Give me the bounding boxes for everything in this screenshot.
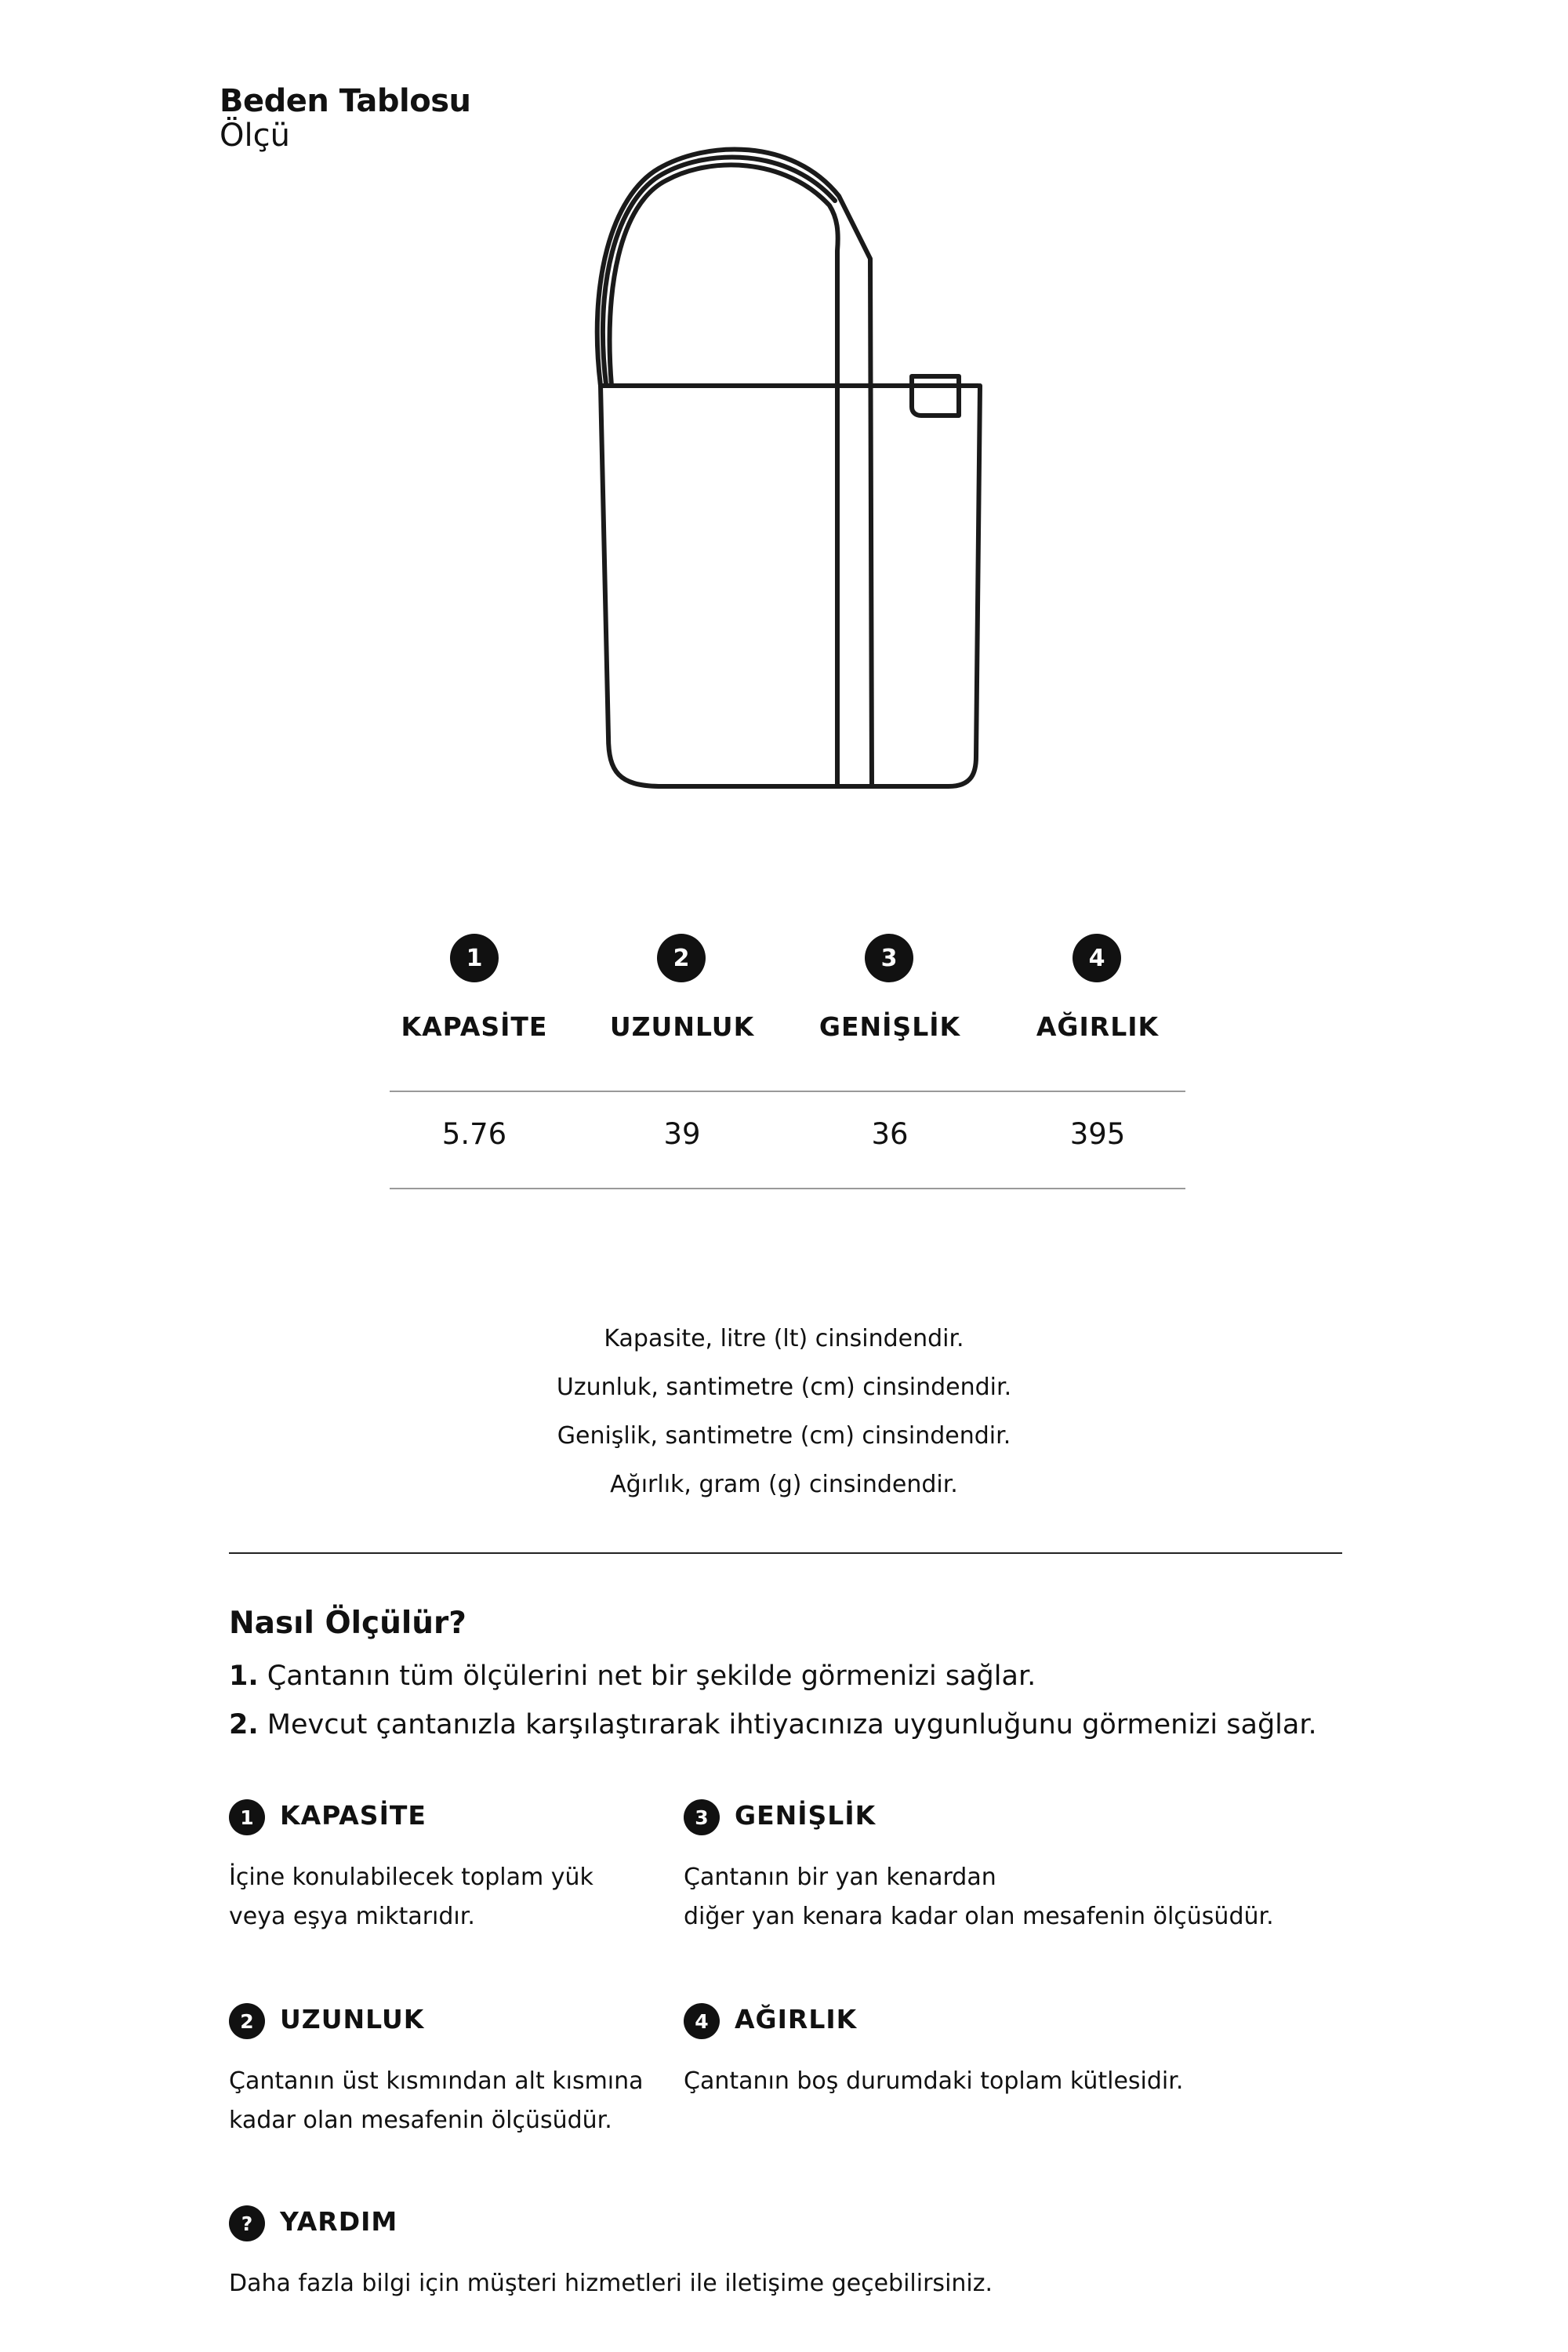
howto-step-1-num: 1. [229,1661,259,1692]
howto-step-2-text: Mevcut çantanızla karşılaştırarak ihtiyacınıza uygunluğunu görmenizi sağlar. [258,1709,1317,1740]
agirlik-section-line1: Çantanın boş durumdaki toplam kütlesidir. [684,2067,1184,2095]
agirlik-number-badge: 4 [1073,934,1121,982]
kapasite-header: KAPASİTE [401,1011,548,1042]
tote-bag-icon [0,0,1568,862]
uzunluk-section-title: UZUNLUK [280,2004,425,2034]
genislik-number-badge: 3 [865,934,913,982]
uzunluk-value: 39 [663,1117,701,1151]
howto-title: Nasıl Ölçülür? [229,1606,466,1641]
uzunluk-section-badge: 2 [229,2003,265,2039]
note-agirlik: Ağırlık, gram (g) cinsindendir. [610,1471,958,1498]
genislik-header: GENİŞLİK [818,1011,961,1042]
page-subtitle: Ölçü [220,118,290,154]
genislik-section-title: GENİŞLİK [735,1800,877,1831]
uzunluk-number-badge: 2 [657,934,706,982]
kapasite-section-line1: İçine konulabilecek toplam yük [229,1864,593,1891]
note-kapasite: Kapasite, litre (lt) cinsindendir. [604,1325,964,1352]
kapasite-number-badge: 1 [450,934,499,982]
genislik-section-line2: diğer yan kenara kadar olan mesafenin ölçüsüdür. [684,1903,1274,1930]
page-title: Beden Tablosu [220,83,471,119]
section-divider [229,1552,1342,1554]
kapasite-section-title: KAPASİTE [280,1800,426,1831]
agirlik-section-title: AĞIRLIK [735,2004,858,2034]
agirlik-value: 395 [1069,1117,1126,1151]
yardim-section-title: YARDIM [280,2206,398,2237]
kapasite-section-line2: veya eşya miktarıdır. [229,1903,475,1930]
note-genislik: Genişlik, santimetre (cm) cinsindendir. [557,1422,1011,1450]
uzunluk-header: UZUNLUK [609,1011,755,1042]
howto-step-2-num: 2. [229,1709,259,1740]
kapasite-value: 5.76 [441,1117,507,1151]
kapasite-section-badge: 1 [229,1799,265,1835]
howto-step-1-text: Çantanın tüm ölçülerini net bir şekilde görmenizi sağlar. [258,1661,1036,1692]
howto-step-1 [229,1661,1036,1692]
help-icon: ? [229,2205,265,2241]
note-uzunluk: Uzunluk, santimetre (cm) cinsindendir. [556,1374,1012,1401]
genislik-section-badge: 3 [684,1799,720,1835]
genislik-value: 36 [871,1117,909,1151]
agirlik-header: AĞIRLIK [1036,1011,1160,1042]
howto-step-2 [229,1709,1317,1740]
uzunluk-section-line1: Çantanın üst kısmından alt kısmına [229,2067,644,2095]
agirlik-section-badge: 4 [684,2003,720,2039]
genislik-section-line1: Çantanın bir yan kenardan [684,1864,996,1891]
uzunluk-section-line2: kadar olan mesafenin ölçüsüdür. [229,2107,612,2134]
table-bottom-rule [390,1188,1185,1189]
yardim-section-line1: Daha fazla bilgi için müşteri hizmetleri ile iletişime geçebilirsiniz. [229,2270,993,2297]
table-top-rule [390,1091,1185,1092]
